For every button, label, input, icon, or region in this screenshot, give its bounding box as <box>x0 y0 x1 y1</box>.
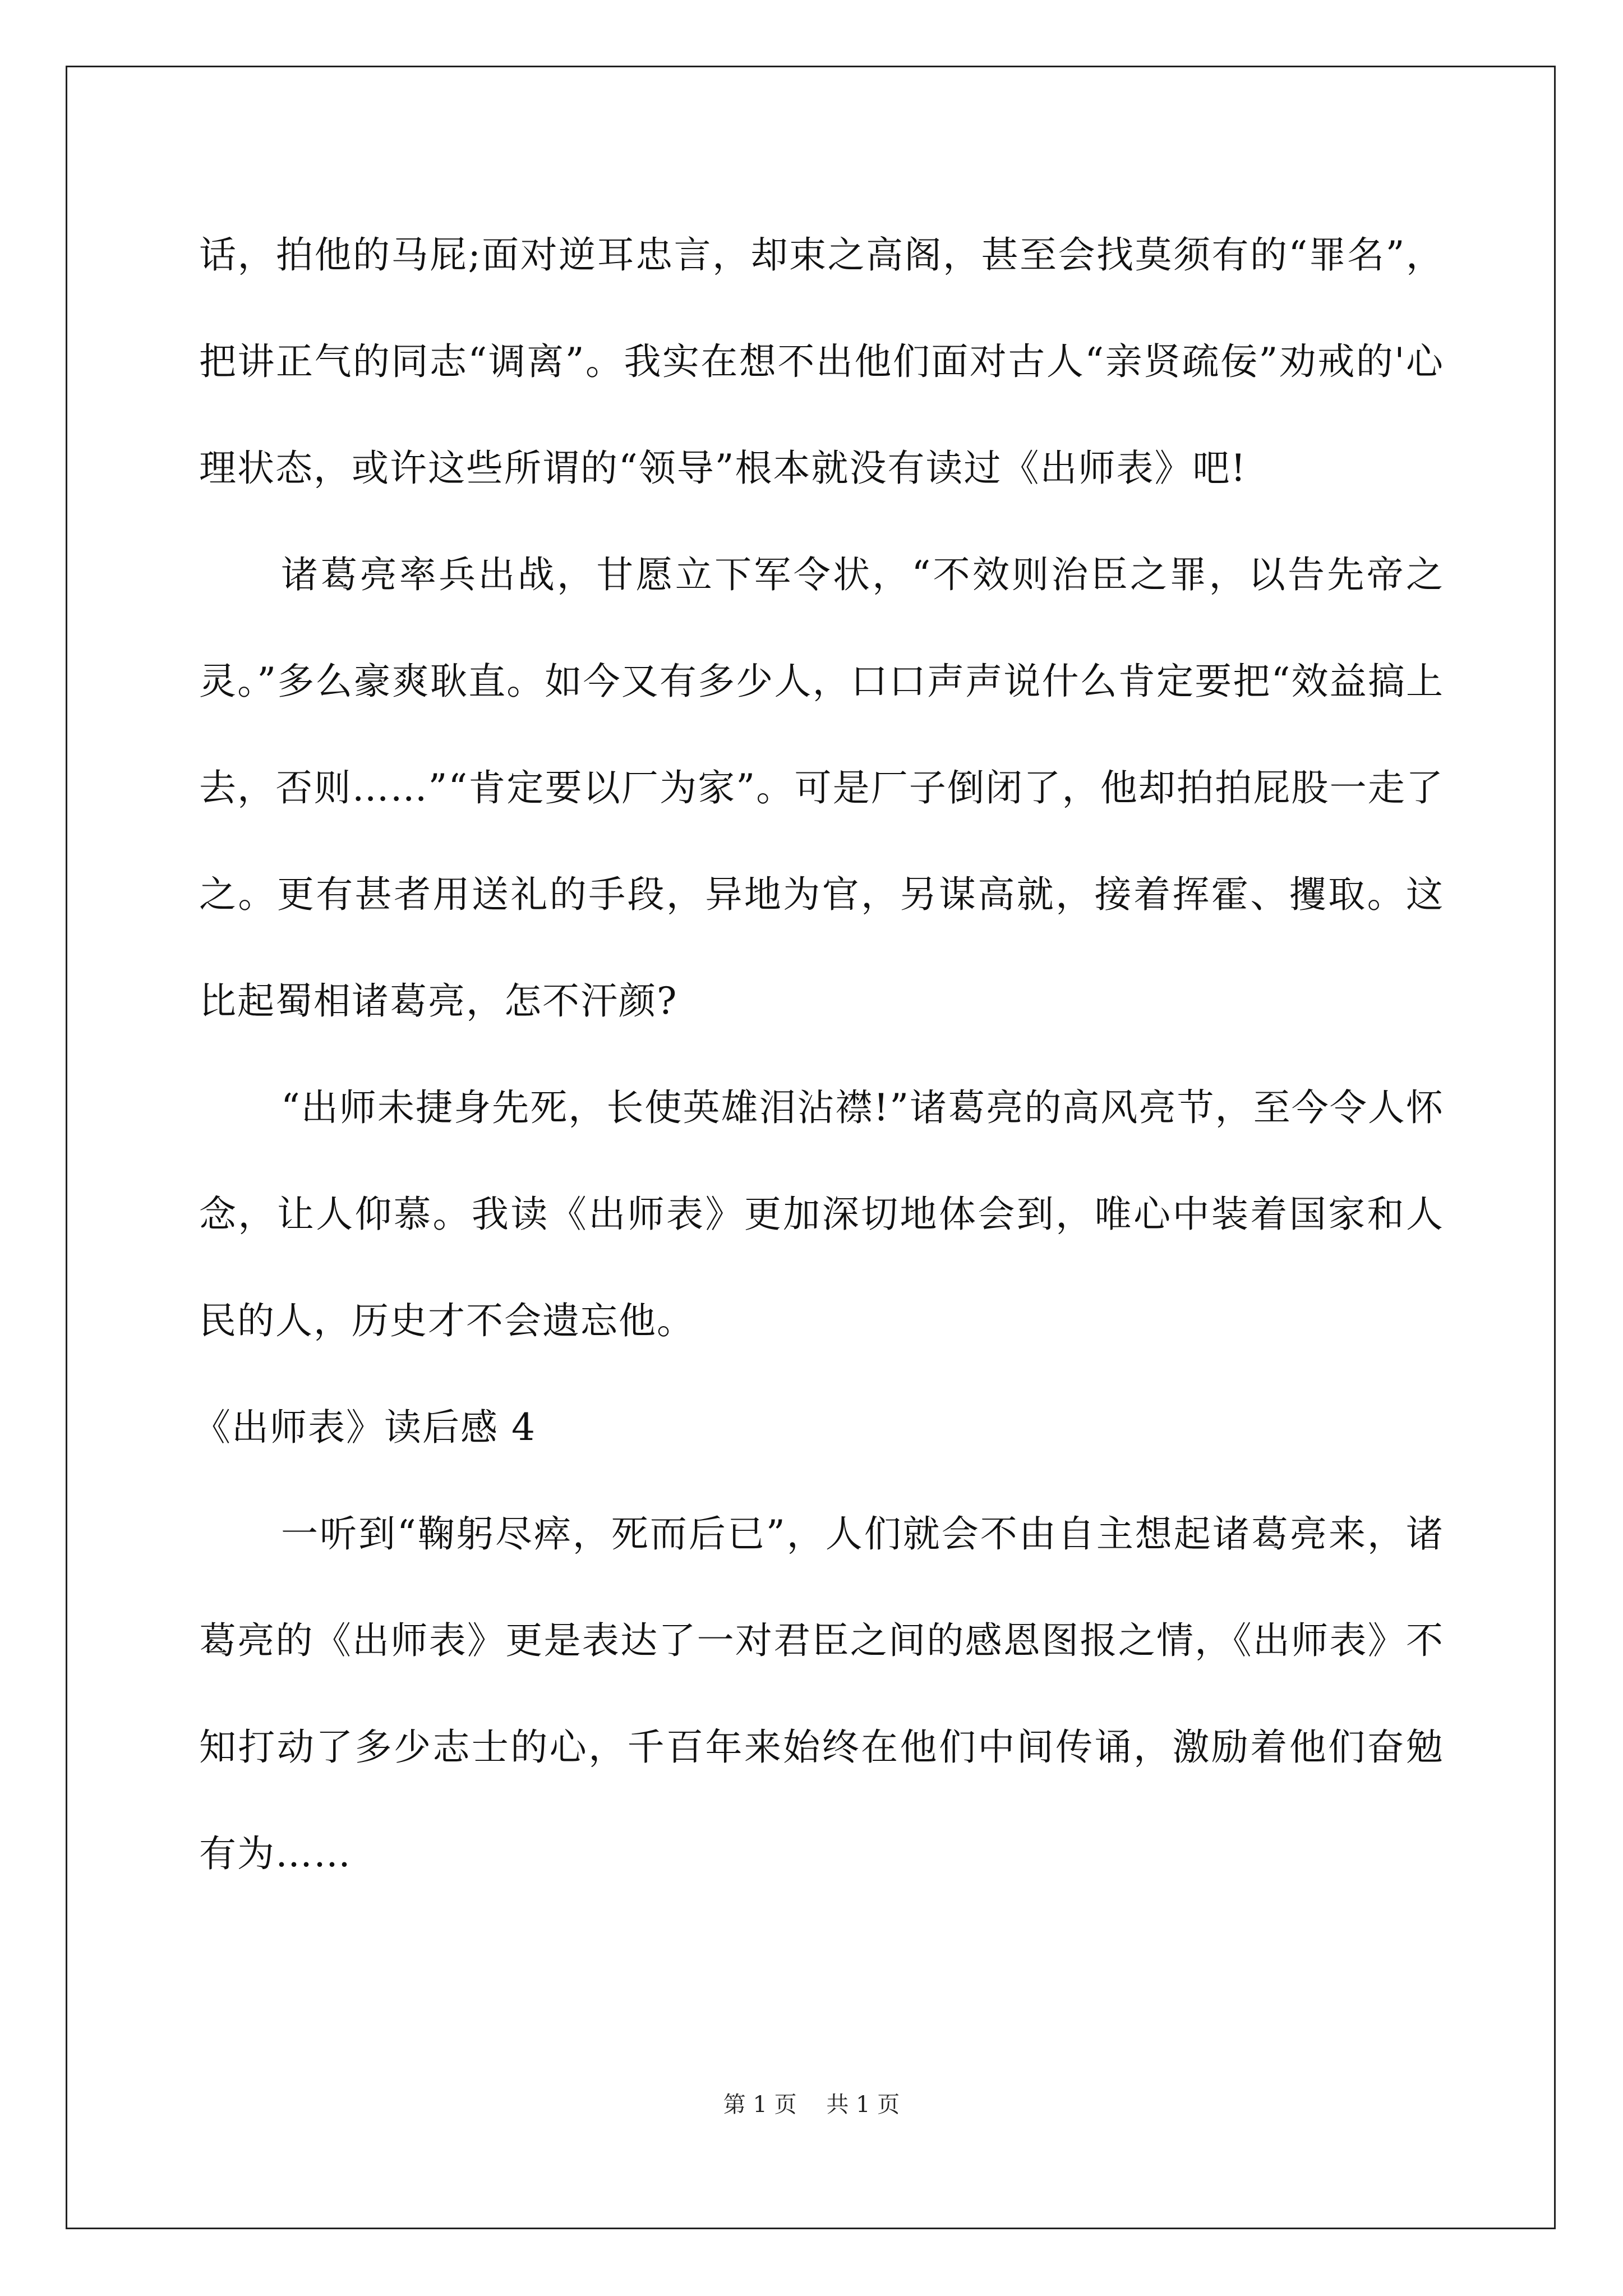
page-total: 共 1 页 <box>826 2092 900 2118</box>
page-number: 第 1 页 <box>723 2092 797 2118</box>
page-footer <box>0 2088 1623 2122</box>
document-body <box>193 202 1444 1907</box>
section-heading: 《出师表》读后感 4 <box>193 1406 536 1449</box>
section-paragraph: 一听到“鞠躬尽瘁，死而后已”，人们就会不由自主想起诸葛亮来，诸葛亮的《出师表》更是表达了一对君臣之间的感恩图报之情，《出师表》不知打动了多少志士的心，千百年来始终在他们中间传诵，激励着他们奋勉有为…… <box>199 1512 1444 1875</box>
paragraph-2: 诸葛亮率兵出战，甘愿立下军令状，“不效则治臣之罪，以告先帝之灵。”多么豪爽耿直。如今又有多少人，口口声声说什么肯定要把“效益搞上去，否则……”“肯定要以厂为家”。可是厂子倒闭了，他却拍拍屁股一走了之。更有甚者用送礼的手段，异地为官，另谋高就，接着挥霍、攫取。这比起蜀相诸葛亮，怎不汗颜? <box>199 553 1444 1023</box>
paragraph-1: 话，拍他的马屁;面对逆耳忠言，却束之高阁，甚至会找莫须有的“罪名”，把讲正气的同志“调离”。我实在想不出他们面对古人“亲贤疏佞”劝戒的'心理状态，或许这些所谓的“领导”根本就没有读过《出师表》吧! <box>199 233 1444 490</box>
paragraph-3: “出师未捷身先死，长使英雄泪沾襟!”诸葛亮的高风亮节，至今令人怀念，让人仰慕。我读《出师表》更加深切地体会到，唯心中装着国家和人民的人，历史才不会遗忘他。 <box>199 1086 1444 1342</box>
